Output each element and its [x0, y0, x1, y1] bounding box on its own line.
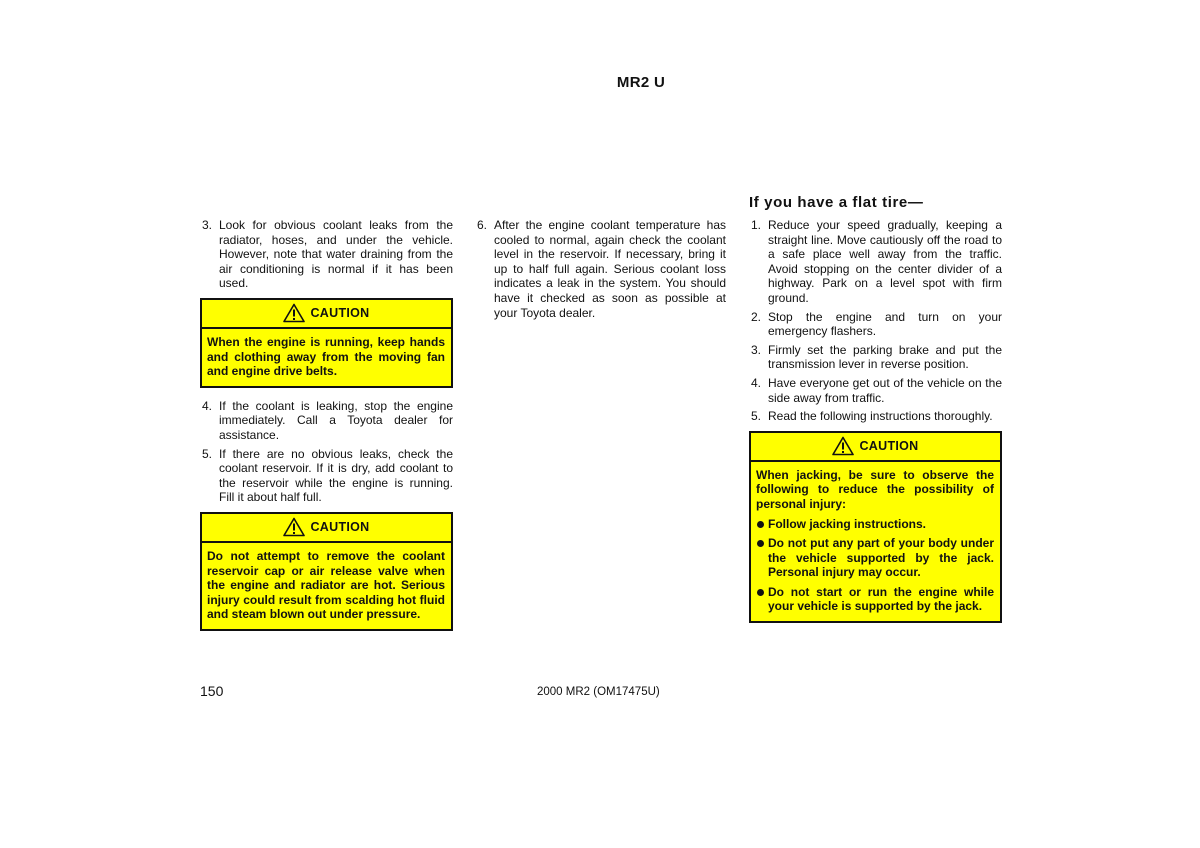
caution-body: [202, 543, 451, 629]
bullet-dot-icon: [756, 536, 768, 580]
item-text: Have everyone get out of the vehicle on the side away from traffic.: [768, 375, 1002, 405]
caution-body: [202, 329, 451, 386]
item-text: Stop the engine and turn on your emergency flashers.: [768, 309, 1002, 339]
caution-body: [751, 462, 1000, 621]
item-text: Look for obvious coolant leaks from the radiator, hoses, and under the vehicle. However, note that water draining from the air conditioning is normal if it has been used.: [219, 218, 453, 291]
page-number: 150: [200, 683, 224, 699]
warning-triangle-icon: [283, 517, 305, 537]
list-item: [200, 218, 453, 291]
list-item: [749, 409, 1002, 424]
item-text: If the coolant is leaking, stop the engine immediately. Call a Toyota dealer for assistance.: [219, 398, 453, 442]
caution-label: CAUTION: [859, 438, 919, 453]
bullet-text: Do not put any part of your body under the vehicle supported by the jack. Personal injury may occur.: [768, 536, 994, 580]
caution-header: [751, 433, 1000, 462]
item-number: 4.: [202, 398, 213, 413]
section-heading: If you have a flat tire—: [749, 194, 924, 211]
column-middle: [475, 218, 726, 320]
column-left: [200, 218, 453, 631]
item-number: 3.: [202, 218, 213, 232]
caution-label: CAUTION: [310, 520, 370, 535]
item-number: 6.: [477, 218, 488, 232]
warning-triangle-icon: [832, 436, 854, 456]
caution-text: Do not attempt to remove the coolant reservoir cap or air release valve when the engine and radiator are hot. Serious injury could result from scalding hot fluid and steam blown out under pressure.: [207, 548, 445, 622]
item-number: 3.: [751, 342, 762, 357]
item-number: 2.: [751, 309, 762, 324]
column-right: [749, 194, 1002, 623]
list-item: [749, 310, 1002, 339]
item-text: Reduce your speed gradually, keeping a straight line. Move cautiously off the road to a safe place well away from the traffic. Avoid stopping on the center divider of a highway. Park on a level spot with firm ground.: [768, 218, 1002, 305]
caution-box-reservoir: [200, 512, 453, 631]
list-item: [749, 376, 1002, 405]
item-number: 5.: [751, 409, 762, 424]
caution-box-jacking: [749, 431, 1002, 623]
item-number: 4.: [751, 375, 762, 390]
item-text: Read the following instructions thoroughly.: [768, 409, 993, 424]
caution-bullet: [756, 536, 994, 580]
bullet-text: Do not start or run the engine while your vehicle is supported by the jack.: [768, 584, 994, 614]
item-text: After the engine coolant temperature has cooled to normal, again check the coolant level in the reservoir. If necessary, bring it up to half full again. Serious coolant loss indicates a leak in the system. You should have it checked as soon as possible at your Toyota dealer.: [494, 218, 726, 320]
page-header-title: MR2 U: [616, 74, 666, 91]
caution-text: When jacking, be sure to observe the following to reduce the possibility of personal injury:: [756, 467, 994, 511]
list-item: [749, 343, 1002, 372]
list-item: [200, 447, 453, 505]
caution-header: [202, 300, 451, 329]
list-item: [200, 399, 453, 443]
list-item: [475, 218, 726, 320]
item-text: If there are no obvious leaks, check the coolant reservoir. If it is dry, add coolant to the reservoir while the engine is running. Fill it about half full.: [219, 446, 453, 505]
caution-text: When the engine is running, keep hands and clothing away from the moving fan and engine drive belts.: [207, 334, 445, 379]
item-text: Firmly set the parking brake and put the transmission lever in reverse position.: [768, 342, 1002, 372]
caution-bullet: [756, 517, 994, 532]
bullet-text: Follow jacking instructions.: [768, 516, 927, 531]
caution-bullet: [756, 585, 994, 614]
caution-header: [202, 514, 451, 543]
bullet-dot-icon: [756, 517, 768, 532]
caution-label: CAUTION: [310, 306, 370, 321]
list-item: [749, 218, 1002, 306]
warning-triangle-icon: [283, 303, 305, 323]
footer-document-code: 2000 MR2 (OM17475U): [537, 686, 660, 698]
bullet-dot-icon: [756, 585, 768, 614]
caution-box-fan: [200, 298, 453, 388]
item-number: 5.: [202, 446, 213, 461]
item-number: 1.: [751, 218, 762, 232]
